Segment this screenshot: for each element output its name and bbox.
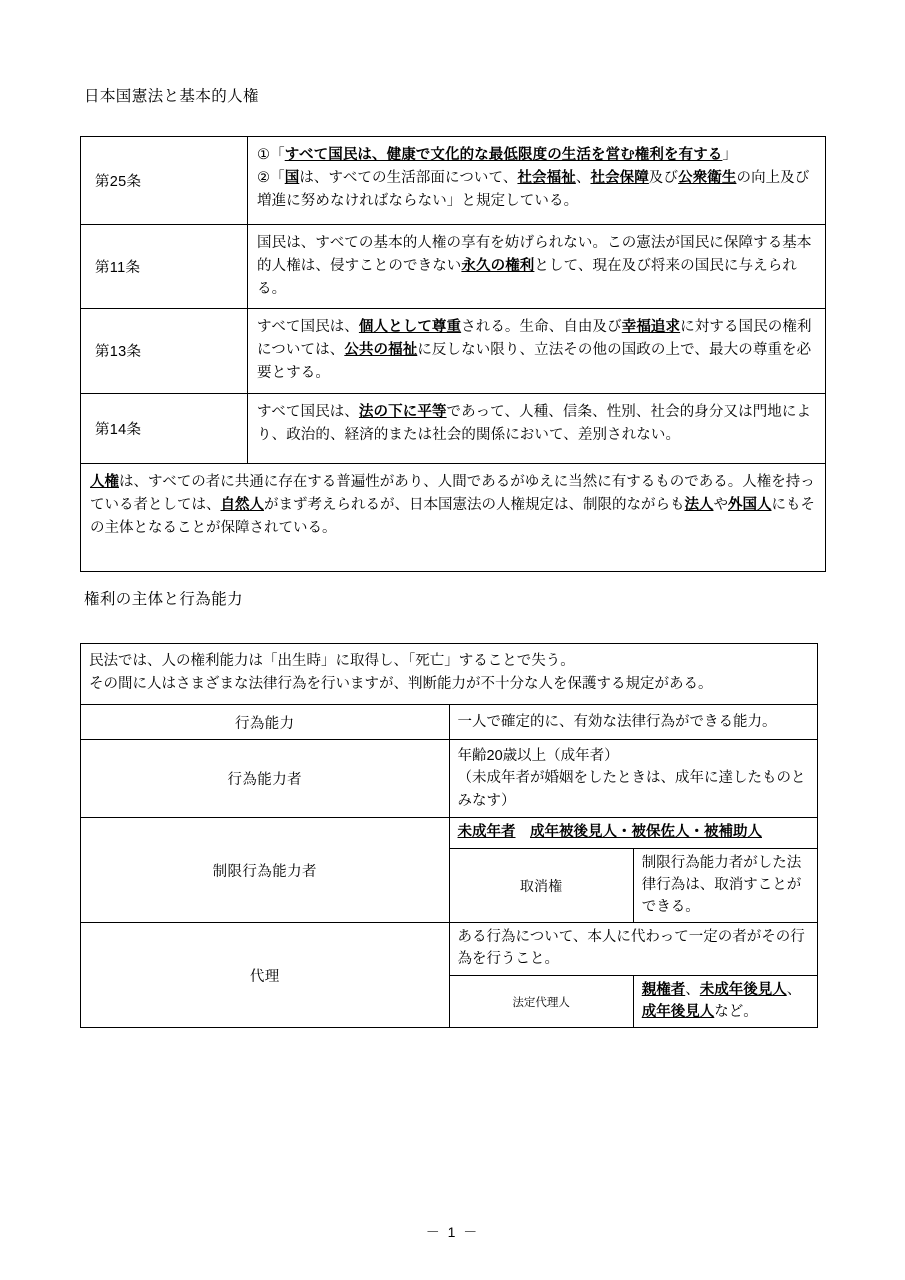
capacity-nested-cell [449,818,818,923]
capacity-label-cell: 代理 [81,923,450,1028]
table-row-summary [81,463,826,571]
table-row [81,818,818,923]
article-label-cell: 第25条 [81,137,248,225]
capacity-body-cell: 一人で確定的に、有効な法律行為ができる能力。 [449,705,818,740]
human-rights-summary-cell: 人権は、すべての者に共通に存在する普遍性があり、人間であるがゆえに当然に有するものである。人権を持っている者としては、自然人がまず考えられるが、日本国憲法の人権規定は、制限的ながらも法人や外国人にもその主体となることが保障されている。 [81,463,826,571]
table-row [81,137,826,225]
capacity-body-cell: 年齢20歳以上（成年者） （未成年者が婚姻をしたときは、成年に達したものとみなす） [449,740,818,818]
article-text-cell: 国民は、すべての基本的人権の享有を妨げられない。この憲法が国民に保障する基本的人権は、侵すことのできない永久の権利として、現在及び将来の国民に与えられる。 [248,225,826,309]
nested-table [450,818,818,922]
page-number-footer: － 1 － [425,1224,480,1240]
table-row [81,225,826,309]
article-text-cell: すべて国民は、法の下に平等であって、人種、信条、性別、社会的身分又は門地により、政治的、経済的または社会的関係において、差別されない。 [248,393,826,463]
nested-top-text: ある行為について、本人に代わって一定の者がその行為を行うこと。 [450,923,818,975]
nested-sub-label: 取消権 [450,849,634,923]
nested-sub-body: 親権者、未成年後見人、成年後見人など。 [641,981,802,1020]
article-text-cell: ①「すべて国民は、健康で文化的な最低限度の生活を営む権利を有する」 ②「国は、すべての生活部面について、社会福祉、社会保障及び公衆衛生の向上及び増進に努めなければならない」と規定している。 [248,137,826,225]
table-row [81,740,818,818]
nested-row-top [450,923,818,975]
nested-table [450,923,818,1027]
capacity-table [80,643,818,1028]
capacity-intro-cell: 民法では、人の権利能力は「出生時」に取得し、「死亡」することで失う。 その間に人はさまざまな法律行為を行いますが、判断能力が不十分な人を保護する規定がある。 [81,644,818,705]
article-label-cell: 第14条 [81,393,248,463]
constitution-table [80,136,826,572]
capacity-label-cell: 行為能力 [81,705,450,740]
section-heading-constitution: 日本国憲法と基本的人権 [84,88,259,105]
nested-top-text: 未成年者 成年被後見人・被保佐人・被補助人 [450,818,818,848]
section-heading-capacity: 権利の主体と行為能力 [84,591,244,608]
article-label-cell: 第11条 [81,225,248,309]
nested-row-bottom [450,849,818,923]
capacity-label-cell: 制限行為能力者 [81,818,450,923]
nested-row-top [450,818,818,848]
table-row-intro [81,644,818,705]
table-row [81,923,818,1028]
capacity-label-cell: 行為能力者 [81,740,450,818]
capacity-nested-cell [449,923,818,1028]
nested-sub-body: 制限行為能力者がした法律行為は、取消すことができる。 [641,855,802,915]
table-row [81,308,826,393]
nested-sub-label: 法定代理人 [450,975,634,1027]
nested-row-bottom [450,975,818,1027]
article-text-cell: すべて国民は、個人として尊重される。生命、自由及び幸福追求に対する国民の権利については、公共の福祉に反しない限り、立法その他の国政の上で、最大の尊重を必要とする。 [248,308,826,393]
article-label-cell: 第13条 [81,308,248,393]
table-row [81,393,826,463]
table-row [81,705,818,740]
